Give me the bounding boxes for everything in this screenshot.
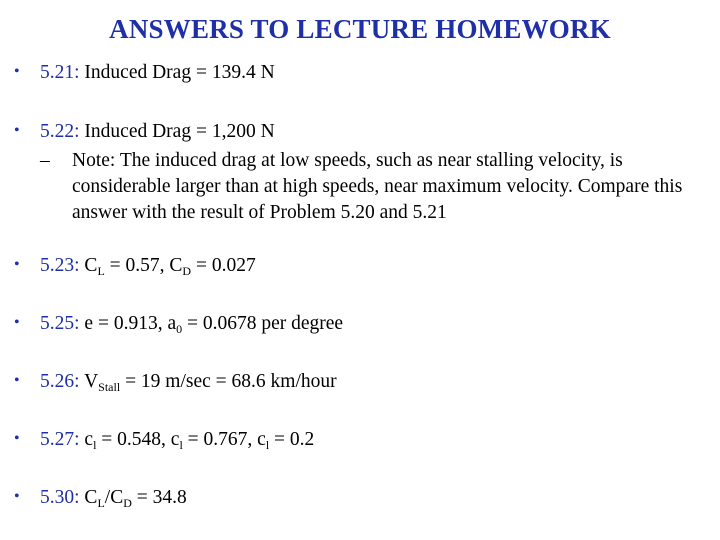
subscript: l [265, 438, 270, 452]
answer-text: = 34.8 [131, 487, 187, 508]
subscript: D [182, 264, 192, 278]
answer-text: = 0.0678 per degree [182, 313, 344, 334]
list-item-5-25 [14, 311, 343, 336]
problem-number: 5.21: [40, 62, 80, 83]
problem-number: 5.22: [40, 121, 80, 142]
subscript: 0 [176, 322, 183, 336]
list-item-5-23 [14, 253, 256, 278]
bullet: • [14, 372, 20, 389]
problem-number: 5.23: [40, 255, 80, 276]
bullet: • [14, 430, 20, 447]
list-item-5-30 [14, 485, 187, 510]
problem-number: 5.25: [40, 313, 80, 334]
answer-text: V [84, 371, 99, 392]
answer-text: C [84, 487, 98, 508]
bullet: • [14, 256, 20, 273]
dash: – [40, 150, 50, 171]
note-line: Note: The induced drag at low speeds, such as near stalling velocity, is [72, 150, 623, 171]
bullet: • [14, 122, 20, 139]
note-sub-item [40, 148, 682, 226]
note-line: answer with the result of Problem 5.20 and 5.21 [72, 202, 447, 223]
list-item-5-22 [14, 119, 275, 144]
problem-number: 5.27: [40, 429, 80, 450]
answer-text: c [84, 429, 94, 450]
answer-text: = 0.57, C [104, 255, 183, 276]
subscript: D [123, 496, 132, 510]
bullet: • [14, 63, 20, 80]
answer-text: = 0.2 [269, 429, 315, 450]
answer-text: e = 0.913, a [84, 313, 177, 334]
answer-text: = 0.767, c [182, 429, 266, 450]
answer-text: Induced Drag = 139.4 N [84, 62, 275, 83]
answer-text: = 19 m/sec = 68.6 km/hour [120, 371, 337, 392]
answer-text: = 0.027 [191, 255, 256, 276]
list-item-5-21 [14, 60, 275, 85]
answer-text: C [84, 255, 98, 276]
subscript: L [97, 264, 105, 278]
answer-text: Induced Drag = 1,200 N [84, 121, 275, 142]
bullet: • [14, 488, 20, 505]
problem-number: 5.26: [40, 371, 80, 392]
subscript: L [97, 496, 105, 510]
subscript: l [93, 438, 97, 452]
note-line: considerable larger than at high speeds, near maximum velocity. Compare this [72, 176, 683, 197]
subscript: Stall [98, 380, 121, 394]
subscript: l [179, 438, 183, 452]
answer-text: /C [104, 487, 124, 508]
list-item-5-26 [14, 369, 337, 394]
list-item-5-27 [14, 427, 314, 452]
bullet: • [14, 314, 20, 331]
page-title: ANSWERS TO LECTURE HOMEWORK [109, 14, 611, 44]
answer-text: = 0.548, c [96, 429, 180, 450]
problem-number: 5.30: [40, 487, 80, 508]
